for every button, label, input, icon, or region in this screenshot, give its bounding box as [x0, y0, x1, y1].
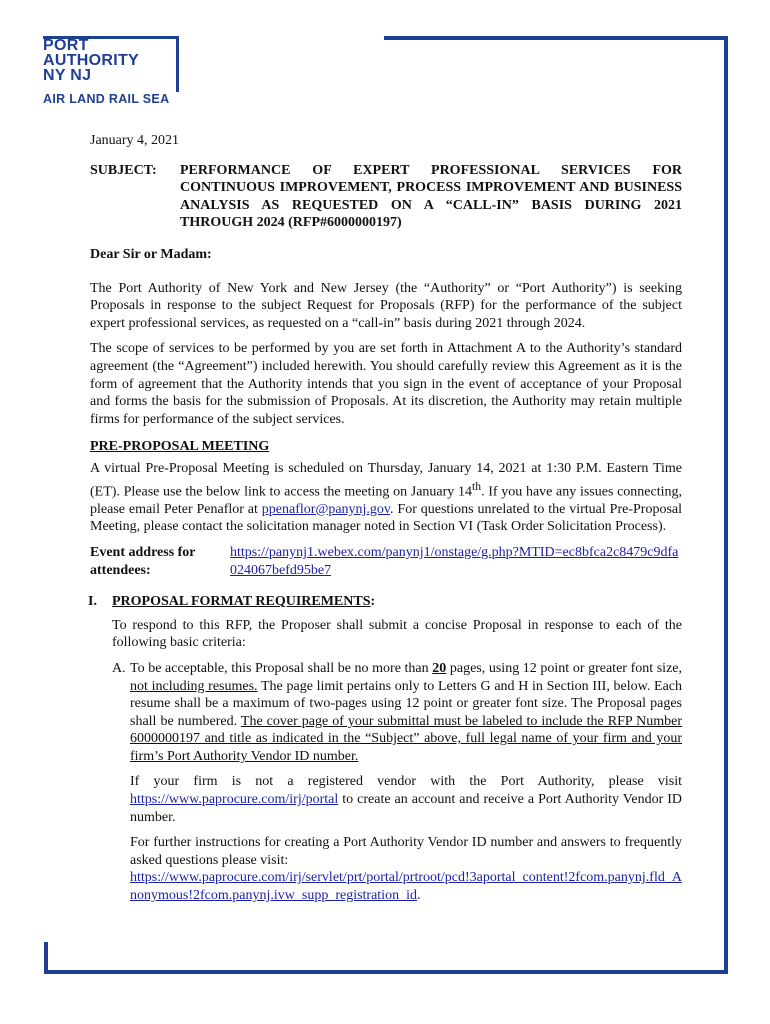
- subject-block: [90, 162, 682, 232]
- logo-line-2: AUTHORITY: [43, 52, 140, 69]
- scope-paragraph: The scope of services to be performed by you are set forth in Attachment A to the Authority’s standard agreement (the “Agreement”) included herewith. You should carefully review this Agreement as it is the form of agreement that the Authority intends that you sign in the event of acceptance of your Proposal and forms the basis for the submission of Proposals. At its discretion, the Authority may retain multiple firms for performance of the subject services.: [90, 341, 682, 427]
- vendor-text-1: If your firm is not a registered vendor with the Port Authority, please visit: [130, 774, 682, 790]
- item-a-text-2: pages, using 12 point or greater font size,: [446, 660, 682, 676]
- item-a-label: A.: [112, 660, 126, 676]
- email-link[interactable]: ppenaflor@panynj.gov: [261, 501, 391, 517]
- vendor-text-2: to create an account and receive a Port Authority Vendor ID number.: [130, 792, 682, 825]
- frame-right-border: [724, 36, 728, 974]
- section-1-number: I.: [88, 594, 97, 610]
- item-a: [112, 660, 682, 766]
- paprocure-portal-link[interactable]: https://www.paprocure.com/irj/portal: [130, 792, 339, 808]
- preproposal-sup: th: [472, 479, 482, 493]
- subject-text: PERFORMANCE OF EXPERT PROFESSIONAL SERVICES FOR CONTINUOUS IMPROVEMENT, PROCESS IMPROVEMENT AND BUSINESS ANALYSIS AS REQUESTED ON A “CALL-IN” BASIS DURING 2021 THROUGH 2024 (RFP#6000000197): [180, 162, 682, 231]
- logo-line-1: PORT: [43, 37, 89, 54]
- faq-text-1: For further instructions for creating a Port Authority Vendor ID number and answers to frequently asked questions please visit:: [130, 835, 682, 868]
- event-address-row: [90, 544, 682, 579]
- vendor-registration-link[interactable]: https://www.paprocure.com/irj/servlet/prt/portal/prtroot/pcd!3aportal_content!2fcom.panynj.fld_Anonymous!2fcom.panynj.ivw_supp_registration_id: [130, 870, 682, 904]
- faq-paragraph: [130, 834, 682, 904]
- event-address-label: Event address for attendees:: [90, 544, 196, 578]
- section-1-heading: [88, 593, 682, 611]
- frame-top-border: [384, 36, 728, 40]
- section-1-intro: To respond to this RFP, the Proposer shall submit a concise Proposal in response to each of the following basic criteria:: [112, 617, 682, 651]
- preproposal-paragraph: [90, 460, 682, 536]
- frame-left-border: [44, 942, 48, 974]
- logo-tagline: AIR LAND RAIL SEA: [43, 92, 170, 106]
- item-a-body: [130, 660, 682, 766]
- vendor-registration-paragraph: [130, 773, 682, 826]
- salutation: Dear Sir or Madam:: [90, 246, 212, 262]
- event-address-link[interactable]: https://panynj1.webex.com/panynj1/onstage/g.php?MTID=ec8bfca2c8479c9dfa024067befd95be7: [230, 544, 679, 578]
- section-1-title: PROPOSAL FORMAT REQUIREMENTS: [112, 594, 371, 610]
- preproposal-text-c: . For questions unrelated to the virtual Pre-Proposal Meeting, please contact the solicitation manager noted in Section VI (Task Order Solicitation Process).: [90, 501, 682, 535]
- item-a-underline-1: not including resumes.: [130, 678, 258, 694]
- item-a-text-3: The page limit pertains only to Letters G and H in Section III, below. Each resume shall be a maximum of two-pages using 12 point or greater font size. The Proposal pages shall be numbered.: [130, 678, 682, 729]
- item-a-text-1: To be acceptable, this Proposal shall be no more than: [130, 660, 433, 676]
- preproposal-text-b: . If you have any issues connecting, please email Peter Penaflor at: [90, 484, 682, 517]
- faq-text-2: .: [416, 888, 421, 904]
- preproposal-text-a: A virtual Pre-Proposal Meeting is scheduled on Thursday, January 14, 2021 at 1:30 P.M. Eastern Time (ET). Please use the below link to access the meeting on January 14: [90, 460, 682, 500]
- intro-paragraph: The Port Authority of New York and New Jersey (the “Authority” or “Port Authority”) is seeking Proposals in response to the subject Request for Proposals (RFP) for the performance of the subject expert professional services, as requested on a “call-in” basis during 2021 through 2024.: [90, 280, 682, 331]
- page-limit-value: 20: [432, 660, 447, 676]
- letter-body: [90, 132, 682, 913]
- frame-bottom-border: [44, 970, 728, 974]
- logo-line-3: NY NJ: [43, 67, 92, 84]
- item-a-underline-2: The cover page of your submittal must be labeled to include the RFP Number 6000000197 and title as indicated in the “Subject” above, full legal name of your firm and your firm’s Port Authority Vendor ID number.: [130, 713, 683, 764]
- port-authority-logo: [43, 36, 183, 108]
- subject-label: SUBJECT:: [90, 162, 157, 178]
- preproposal-heading: PRE-PROPOSAL MEETING: [90, 439, 270, 455]
- section-1-title-suffix: :: [370, 594, 376, 610]
- letter-date: January 4, 2021: [90, 133, 180, 148]
